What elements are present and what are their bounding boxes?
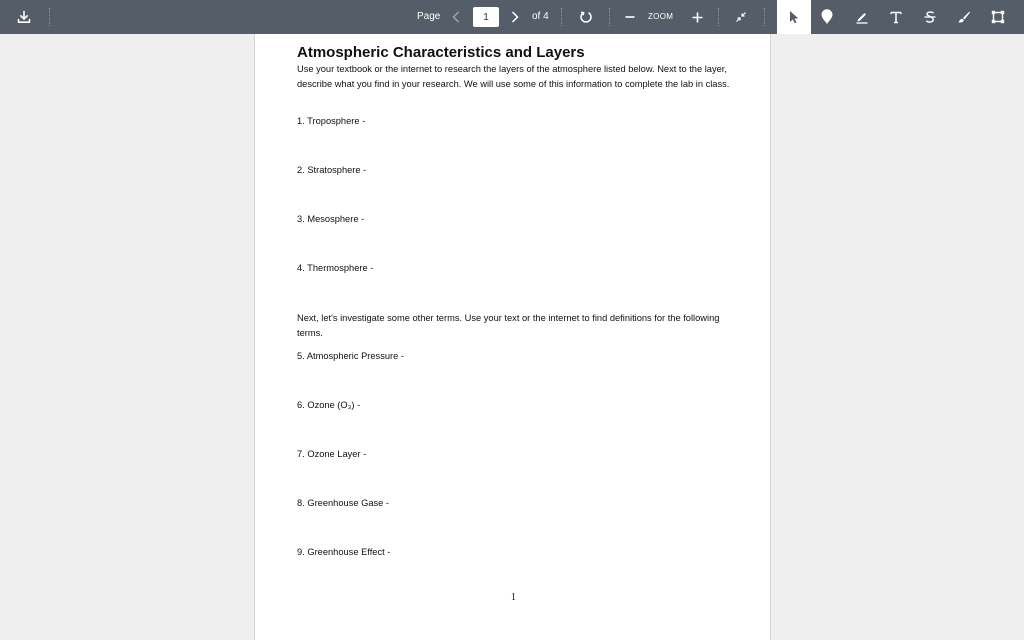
toolbar-divider: [609, 8, 610, 26]
area-select-icon: [991, 10, 1005, 24]
cursor-icon: [788, 10, 800, 24]
list-item: 5. Atmospheric Pressure -: [297, 351, 404, 361]
list-item: 9. Greenhouse Effect -: [297, 547, 391, 557]
text-tool-icon: [889, 10, 903, 24]
chevron-right-icon: [511, 11, 519, 23]
draw-tool-button[interactable]: [952, 0, 976, 34]
page-number: 1: [511, 592, 516, 603]
plus-icon: [691, 11, 704, 24]
zoom-out-button[interactable]: [622, 0, 638, 34]
toolbar-divider: [561, 8, 562, 26]
toolbar-divider: [718, 8, 719, 26]
pen-icon: [855, 10, 869, 24]
list-item: 4. Thermosphere -: [297, 263, 374, 273]
collapse-icon: [735, 11, 747, 23]
next-page-button[interactable]: [508, 0, 522, 34]
second-intro-paragraph: Next, let's investigate some other terms. Use your text or the internet to find definitions for the following terms.: [297, 313, 720, 338]
pin-icon: [820, 9, 834, 25]
brush-icon: [957, 10, 971, 24]
document-title: Atmospheric Characteristics and Layers: [297, 44, 585, 61]
list-item: 1. Troposphere -: [297, 116, 366, 126]
previous-page-button[interactable]: [449, 0, 463, 34]
minus-icon: [624, 11, 636, 23]
strikethrough-icon: [923, 10, 937, 24]
rotate-button[interactable]: [576, 0, 596, 34]
text-tool-button[interactable]: [884, 0, 908, 34]
toolbar-divider: [49, 8, 50, 26]
pdf-toolbar: [0, 0, 1024, 34]
list-item: 6. Ozone (O₃) -: [297, 400, 361, 410]
document-viewer[interactable]: [0, 34, 1024, 640]
area-tool-button[interactable]: [986, 0, 1010, 34]
chevron-left-icon: [452, 11, 460, 23]
page-label: Page: [417, 11, 441, 22]
strikethrough-tool-button[interactable]: [918, 0, 942, 34]
fit-page-button[interactable]: [732, 0, 750, 34]
list-item: 7. Ozone Layer -: [297, 449, 367, 459]
download-button[interactable]: [6, 0, 42, 34]
list-item: 8. Greenhouse Gase -: [297, 498, 389, 508]
page-count: of 4: [532, 11, 549, 22]
rotate-icon: [579, 10, 593, 24]
select-tool-button[interactable]: [777, 0, 811, 34]
zoom-label: ZOOM: [648, 12, 674, 21]
download-icon: [17, 10, 31, 24]
toolbar-divider: [764, 8, 765, 26]
page-number-input[interactable]: [473, 7, 499, 27]
comment-tool-button[interactable]: [815, 0, 839, 34]
zoom-in-button[interactable]: [688, 0, 706, 34]
pdf-page: [254, 34, 771, 640]
highlight-tool-button[interactable]: [850, 0, 874, 34]
list-item: 3. Mesosphere -: [297, 214, 365, 224]
intro-paragraph: Use your textbook or the internet to research the layers of the atmosphere listed below. Next to the layer, describe what you find in your research. We will use some of this information to complete the lab in class.: [297, 64, 730, 89]
list-item: 2. Stratosphere -: [297, 165, 367, 175]
